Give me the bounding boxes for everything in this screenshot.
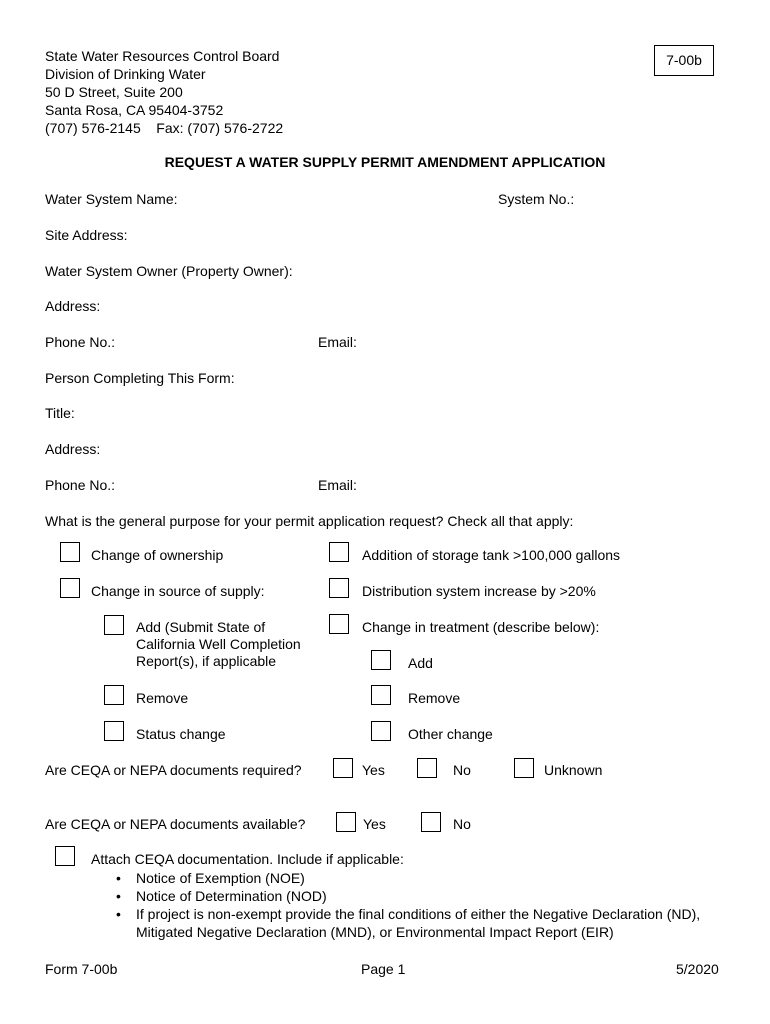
owner-label: Water System Owner (Property Owner): bbox=[45, 263, 293, 279]
change-ownership-label: Change of ownership bbox=[91, 547, 224, 563]
ceqa-available-no-checkbox[interactable] bbox=[421, 812, 441, 832]
storage-tank-checkbox[interactable] bbox=[329, 542, 349, 562]
storage-tank-label: Addition of storage tank >100,000 gallons bbox=[362, 547, 621, 563]
change-source-checkbox[interactable] bbox=[60, 578, 80, 598]
bullet-icon: • bbox=[116, 906, 121, 922]
change-source-label: Change in source of supply: bbox=[91, 583, 265, 599]
list-item: • If project is non-exempt provide the final conditions of either the Negative Declaration (ND), Mitigated Negative Declaration (MND), or Environmental Impact Report (EIR) bbox=[116, 906, 701, 940]
ceqa-document-list bbox=[110, 869, 730, 941]
person-phone-label: Phone No.: bbox=[45, 477, 116, 493]
footer-page-number: Page 1 bbox=[361, 961, 406, 977]
phone-fax: (707) 576-2145 Fax: (707) 576-2722 bbox=[45, 120, 284, 136]
owner-phone-label: Phone No.: bbox=[45, 334, 116, 350]
system-no-label: System No.: bbox=[498, 191, 575, 207]
ceqa-required-unknown-label: Unknown bbox=[544, 762, 603, 778]
list-item: • Notice of Exemption (NOE) bbox=[116, 870, 305, 886]
site-address-label: Site Address: bbox=[45, 227, 128, 243]
change-treatment-checkbox[interactable] bbox=[329, 614, 349, 634]
distribution-label: Distribution system increase by >20% bbox=[362, 583, 596, 599]
treatment-other-checkbox[interactable] bbox=[371, 721, 391, 741]
person-completing-label: Person Completing This Form: bbox=[45, 370, 235, 386]
treatment-add-label: Add bbox=[408, 655, 433, 671]
list-item: • Notice of Determination (NOD) bbox=[116, 888, 327, 904]
source-add-label: Add (Submit State of California Well Completion Report(s), if applicable bbox=[136, 619, 301, 669]
ceqa-available-question: Are CEQA or NEPA documents available? bbox=[45, 816, 306, 832]
ceqa-available-yes-checkbox[interactable] bbox=[336, 812, 356, 832]
city-address: Santa Rosa, CA 95404-3752 bbox=[45, 102, 224, 118]
attach-ceqa-label: Attach CEQA documentation. Include if applicable: bbox=[91, 851, 404, 867]
purpose-question: What is the general purpose for your permit application request? Check all that apply: bbox=[45, 513, 574, 529]
change-ownership-checkbox[interactable] bbox=[60, 542, 80, 562]
source-status-label: Status change bbox=[136, 726, 226, 742]
source-status-checkbox[interactable] bbox=[104, 721, 124, 741]
division-name: Division of Drinking Water bbox=[45, 66, 206, 82]
treatment-other-label: Other change bbox=[408, 726, 493, 742]
treatment-remove-checkbox[interactable] bbox=[371, 685, 391, 705]
source-add-checkbox[interactable] bbox=[104, 615, 124, 635]
source-remove-label: Remove bbox=[136, 690, 189, 706]
footer-date: 5/2020 bbox=[676, 961, 719, 977]
owner-address-label: Address: bbox=[45, 298, 101, 314]
ceqa-required-yes-label: Yes bbox=[362, 762, 385, 778]
treatment-remove-label: Remove bbox=[408, 690, 461, 706]
form-number-box: 7-00b bbox=[654, 45, 714, 76]
ceqa-required-yes-checkbox[interactable] bbox=[333, 758, 353, 778]
owner-email-label: Email: bbox=[318, 334, 357, 350]
person-title-label: Title: bbox=[45, 405, 75, 421]
person-email-label: Email: bbox=[318, 477, 357, 493]
bullet-icon: • bbox=[116, 870, 121, 886]
water-system-name-label: Water System Name: bbox=[45, 191, 178, 207]
distribution-checkbox[interactable] bbox=[329, 578, 349, 598]
person-address-label: Address: bbox=[45, 441, 101, 457]
treatment-add-checkbox[interactable] bbox=[371, 650, 391, 670]
bullet-icon: • bbox=[116, 888, 121, 904]
street-address: 50 D Street, Suite 200 bbox=[45, 84, 183, 100]
ceqa-required-question: Are CEQA or NEPA documents required? bbox=[45, 762, 302, 778]
ceqa-required-no-label: No bbox=[453, 762, 471, 778]
ceqa-required-unknown-checkbox[interactable] bbox=[514, 758, 534, 778]
footer-form-number: Form 7-00b bbox=[45, 961, 118, 977]
agency-name: State Water Resources Control Board bbox=[45, 48, 280, 64]
attach-ceqa-checkbox[interactable] bbox=[55, 846, 75, 866]
ceqa-required-no-checkbox[interactable] bbox=[417, 758, 437, 778]
source-remove-checkbox[interactable] bbox=[104, 685, 124, 705]
ceqa-available-yes-label: Yes bbox=[363, 816, 386, 832]
change-treatment-label: Change in treatment (describe below): bbox=[362, 619, 600, 635]
page-title: REQUEST A WATER SUPPLY PERMIT AMENDMENT APPLICATION bbox=[164, 154, 606, 170]
ceqa-available-no-label: No bbox=[453, 816, 471, 832]
